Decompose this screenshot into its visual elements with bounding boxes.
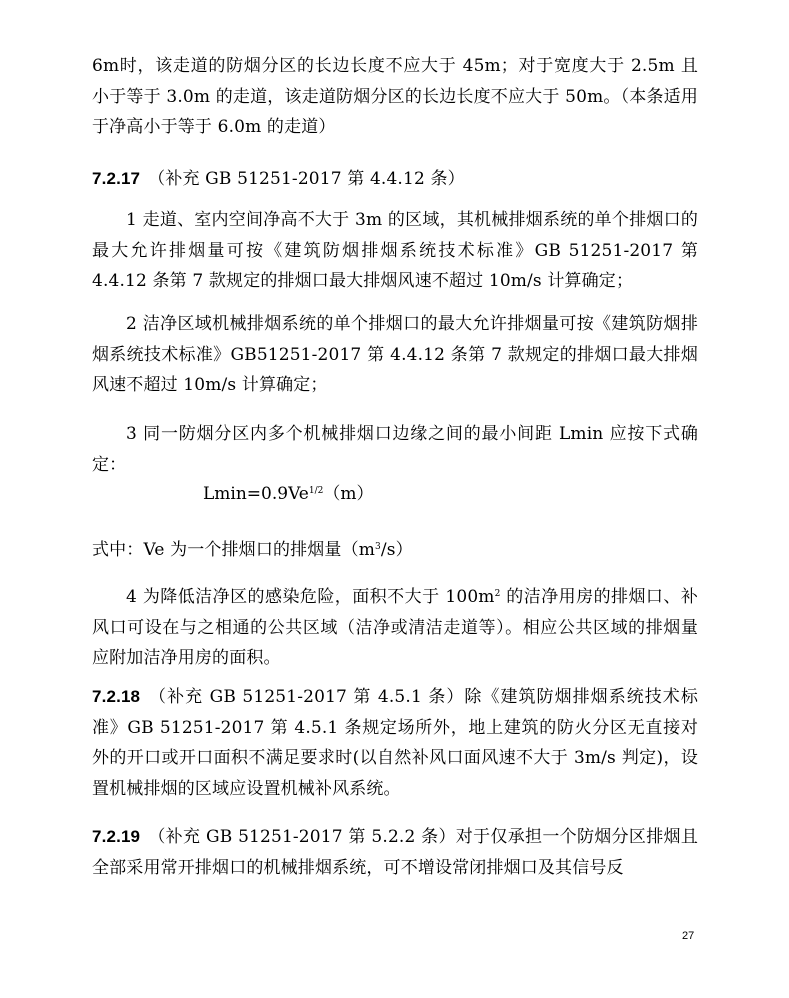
clause-text: （补充 GB 51251-2017 第 5.2.2 条）对于仅承担一个防烟分区排烟且全部采用常开排烟口的机械排烟系统，可不增设常闭排烟口及其信号反 — [92, 827, 698, 878]
item-text: 3 同一防烟分区内多个机械排烟口边缘之间的最小间距 Lmin 应按下式确定： — [92, 424, 698, 475]
formula-unit: （m） — [323, 484, 374, 504]
item-text: 4 为降低洁净区的感染危险，面积不大于 100m — [126, 587, 495, 607]
clause-number: 7.2.19 — [92, 827, 141, 846]
clause-7-2-17-item-1 — [92, 205, 698, 297]
clause-7-2-17-heading — [92, 164, 698, 195]
item-text-end: 的洁净用房的排烟口、补风口可设在与之相通的公共区域（洁净或清洁走道等）。相应公共区域的排烟量应附加洁净用房的面积。 — [92, 587, 698, 668]
clause-reference: （补充 GB 51251-2017 第 4.4.12 条） — [148, 169, 465, 189]
formula-exponent: 1/2 — [308, 486, 324, 496]
clause-text: （补充 GB 51251-2017 第 4.5.1 条）除《建筑防烟排烟系统技术标准》GB 51251-2017 第 4.5.1 条规定场所外，地上建筑的防火分区无直接对外的开口或开口面积不满足要求时(以自然补风口面风速不大于 3m/s 判定)，设置机械排烟的区域应设置机械补风系统。 — [92, 687, 698, 799]
where-exponent: 3 — [375, 542, 381, 552]
clause-7-2-17-item-3 — [92, 419, 698, 480]
where-text-end: /s） — [380, 540, 413, 560]
paragraph-corridor-smoke-zone — [92, 51, 698, 143]
item-text: 1 走道、室内空间净高不大于 3m 的区域，其机械排烟系统的单个排烟口的最大允许排烟量可按《建筑防烟排烟系统技术标准》GB 51251-2017 第 4.4.12 条第 7 款规定的排烟口最大排烟风速不超过 10m/s 计算确定； — [92, 210, 698, 291]
clause-7-2-17-item-2 — [92, 309, 698, 401]
clause-7-2-17-item-4 — [92, 579, 698, 674]
formula-lhs: Lmin=0.9Ve — [203, 484, 309, 504]
area-exponent: 2 — [494, 589, 501, 599]
clause-7-2-19 — [92, 822, 698, 883]
clause-7-2-18 — [92, 682, 698, 804]
min-spacing-formula — [203, 476, 373, 509]
formula-where-clause — [92, 532, 698, 566]
where-text: 式中：Ve 为一个排烟口的排烟量（m — [92, 540, 376, 560]
clause-number: 7.2.17 — [92, 169, 141, 188]
page-number: 27 — [682, 930, 695, 942]
clause-number: 7.2.18 — [92, 687, 141, 706]
paragraph-text: 6m时，该走道的防烟分区的长边长度不应大于 45m；对于宽度大于 2.5m 且小于等于 3.0m 的走道，该走道防烟分区的长边长度不应大于 50m。（本条适用于净高小于等于 6.0m 的走道） — [92, 56, 698, 137]
item-text: 2 洁净区域机械排烟系统的单个排烟口的最大允许排烟量可按《建筑防烟排烟系统技术标准》GB51251-2017 第 4.4.12 条第 7 款规定的排烟口最大排烟风速不超过 10m/s 计算确定； — [92, 314, 698, 395]
